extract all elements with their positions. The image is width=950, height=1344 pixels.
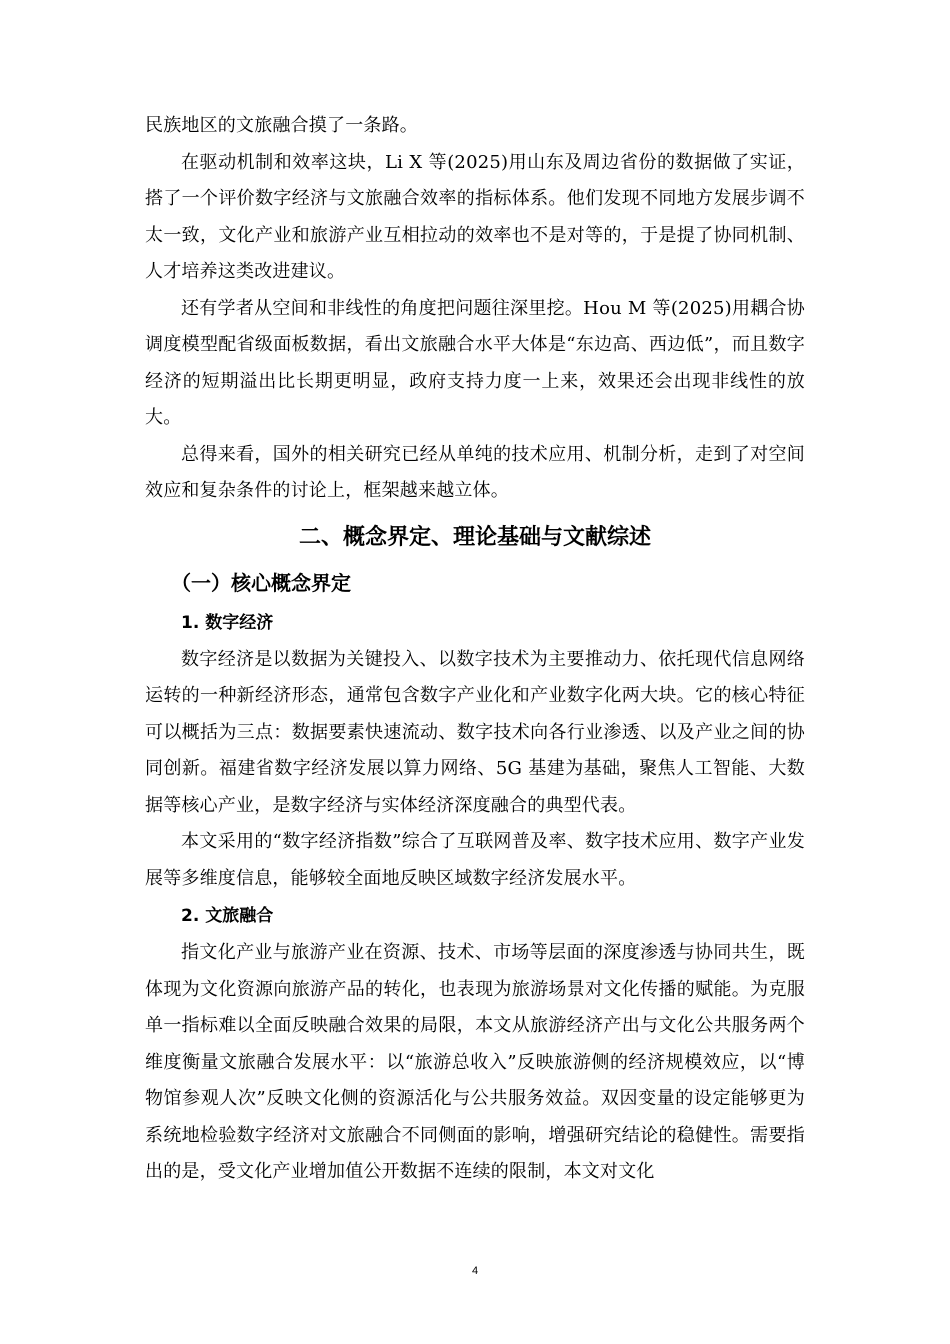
page-number: 4	[471, 1265, 479, 1277]
paragraph-culture-tourism-definition: 指文化产业与旅游产业在资源、技术、市场等层面的深度渗透与协同共生，既体现为文化资源向旅游产品的转化，也表现为旅游场景对文化传播的赋能。为克服单一指标难以全面反映融合效果的局限，本文从旅游经济产出与文化公共服务两个维度衡量文旅融合发展水平：以“旅游总收入”反映旅游侧的经济规模效应，以“博物馆参观人次”反映文化侧的资源活化与公共服务效益。双因变量的设定能够更为系统地检验数字经济对文旅融合不同侧面的影响，增强研究结论的稳健性。需要指出的是，受文化产业增加值公开数据不连续的限制，本文对文化	[145, 942, 805, 1182]
section-heading: 二、概念界定、理论基础与文献综述	[298, 524, 651, 550]
paragraph-hou-m: 还有学者从空间和非线性的角度把问题往深里挖。Hou M 等(2025)用耦合协调度模型配省级面板数据，看出文旅融合水平大体是“东边高、西边低”，而且数字经济的短期溢出比长期更明显，政府支持力度一上来，效果还会出现非线性的放大。	[145, 297, 805, 428]
document-page	[145, 108, 805, 1191]
item-heading-digital-economy: 1. 数字经济	[181, 612, 274, 633]
subsection-heading: （一）核心概念界定	[171, 570, 351, 595]
item-heading-culture-tourism: 2. 文旅融合	[181, 906, 274, 926]
paragraph-summary: 总得来看，国外的相关研究已经从单纯的技术应用、机制分析，走到了对空间效应和复杂条件的讨论上，框架越来越立体。	[145, 443, 805, 501]
paragraph-digital-economy-definition: 数字经济是以数据为关键投入、以数字技术为主要推动力、依托现代信息网络运转的一种新经济形态，通常包含数字产业化和产业数字化两大块。它的核心特征可以概括为三点：数据要素快速流动、数字技术向各行业渗透、以及产业之间的协同创新。福建省数字经济发展以算力网络、5G 基建为基础，聚焦人工智能、大数据等核心产业，是数字经济与实体经济深度融合的典型代表。	[145, 648, 805, 816]
paragraph-continuation: 民族地区的文旅融合摸了一条路。	[145, 115, 418, 136]
paragraph-digital-economy-index: 本文采用的“数字经济指数”综合了互联网普及率、数字技术应用、数字产业发展等多维度信息，能够较全面地反映区域数字经济发展水平。	[145, 831, 805, 889]
paragraph-li-x: 在驱动机制和效率这块，Li X 等(2025)用山东及周边省份的数据做了实证，搭了一个评价数字经济与文旅融合效率的指标体系。他们发现不同地方发展步调不太一致，文化产业和旅游产业互相拉动的效率也不是对等的，于是提了协同机制、人才培养这类改进建议。	[145, 151, 805, 282]
